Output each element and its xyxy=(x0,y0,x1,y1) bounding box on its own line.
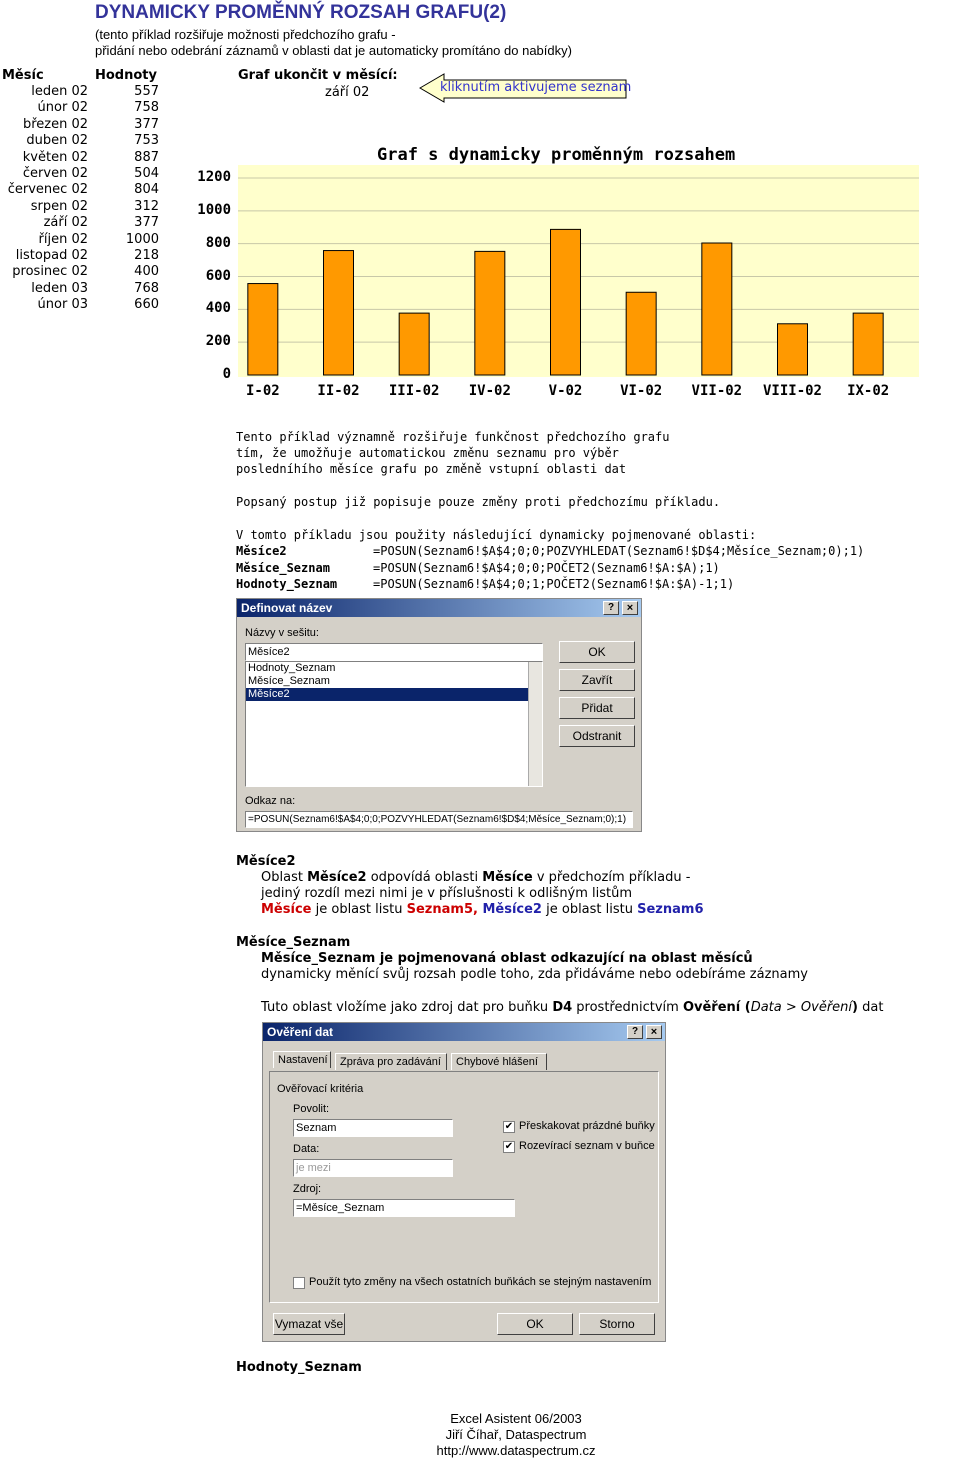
tab-settings[interactable]: Nastavení xyxy=(273,1051,331,1068)
text: Měsíce xyxy=(261,902,312,917)
end-month-label: Graf ukončit v měsící: xyxy=(238,68,398,83)
define-name-dialog xyxy=(236,598,642,832)
y-tick-label: 0 xyxy=(222,366,231,382)
data-validation-dialog xyxy=(262,1022,666,1342)
section-mesice2-line1 xyxy=(261,870,690,886)
table-cell-value: 377 xyxy=(134,215,159,231)
scrollbar[interactable] xyxy=(528,662,542,786)
reference-input[interactable]: =POSUN(Seznam6!$A$4;0;0;POZVYHLEDAT(Seznam6!$D$4;Měsíce_Seznam;0);1) xyxy=(245,811,633,828)
table-cell-value: 377 xyxy=(134,116,159,132)
y-tick-label: 1200 xyxy=(197,169,231,185)
bar-chart xyxy=(238,165,919,377)
table-cell-month: září 02 xyxy=(43,215,88,231)
table-cell-value: 312 xyxy=(134,198,159,214)
subtitle-line1: (tento příklad rozšiřuje možnosti předchozího grafu - xyxy=(95,27,396,42)
table-cell-value: 887 xyxy=(134,149,159,165)
list-item-selected[interactable]: Měsíce2 xyxy=(246,688,542,701)
bar xyxy=(702,243,732,375)
table-cell-value: 758 xyxy=(134,100,159,116)
skip-blanks-checkbox[interactable]: ✔ xyxy=(504,1121,514,1132)
close-icon[interactable]: × xyxy=(646,1025,662,1039)
footer-link[interactable]: http://www.dataspectrum.cz xyxy=(436,1443,596,1458)
dropdown-checkbox[interactable]: ✔ xyxy=(504,1141,514,1152)
table-cell-value: 1000 xyxy=(125,231,159,247)
table-cell-value: 218 xyxy=(134,248,159,263)
tab-error-alert[interactable]: Chybové hlášení xyxy=(451,1053,547,1070)
text: Měsíce xyxy=(482,870,533,885)
text: Měsíce2 xyxy=(307,870,367,885)
ok-button[interactable]: OK xyxy=(497,1313,573,1335)
table-cell-value: 753 xyxy=(134,133,159,149)
section-mesice-seznam-line3 xyxy=(261,1000,883,1016)
y-tick-label: 1000 xyxy=(197,201,231,218)
intro-line1: Tento příklad významně rozšiřuje funkčnost předchozího grafu xyxy=(236,430,670,444)
intro-paragraph3: V tomto příkladu jsou použity následující dynamicky pojmenované oblasti: xyxy=(236,528,757,542)
table-cell-month: březen 02 xyxy=(22,116,88,132)
reference-label: Odkaz na: xyxy=(245,795,296,807)
section-heading-hodnoty-seznam: Hodnoty_Seznam xyxy=(236,1360,362,1375)
text: Ověření ( xyxy=(682,1000,751,1015)
column-header-month: Měsíc xyxy=(2,68,44,83)
dialog-titlebar xyxy=(237,599,641,617)
table-cell-month: říjen 02 xyxy=(38,231,88,247)
text: Oblast xyxy=(261,870,308,885)
range-name: Hodnoty_Seznam xyxy=(236,577,338,591)
text: Tuto oblast vložíme jako zdroj dat pro buňku xyxy=(261,1000,553,1015)
data-select[interactable]: je mezi xyxy=(293,1159,453,1177)
x-tick-label: VII-02 xyxy=(691,383,743,399)
x-tick-label: I-02 xyxy=(245,383,280,399)
range-name: Měsíce2 xyxy=(236,544,287,558)
source-label: Zdroj: xyxy=(293,1183,322,1195)
table-cell-month: listopad 02 xyxy=(15,248,88,263)
close-button[interactable]: Zavřít xyxy=(559,669,635,691)
section-heading-mesice2: Měsíce2 xyxy=(236,854,296,869)
table-cell-month: červenec 02 xyxy=(7,182,88,198)
text: prostřednictvím xyxy=(572,1000,683,1015)
dialog-title: Definovat název xyxy=(241,601,333,615)
x-tick-label: IX-02 xyxy=(847,383,890,399)
callout-text: kliknutím aktivujeme seznam xyxy=(440,80,632,95)
y-tick-label: 600 xyxy=(205,267,231,284)
x-tick-label: V-02 xyxy=(548,383,583,399)
tab-input-message[interactable]: Zpráva pro zadávání xyxy=(335,1053,447,1070)
table-cell-month: únor 03 xyxy=(37,297,88,313)
table-cell-value: 557 xyxy=(134,84,159,99)
table-cell-month: prosinec 02 xyxy=(12,264,88,280)
y-tick-label: 800 xyxy=(205,234,231,251)
footer-line2: Jiří Číhař, Dataspectrum xyxy=(445,1427,587,1442)
text: > xyxy=(781,1000,801,1015)
table-cell-value: 660 xyxy=(134,297,159,313)
dropdown-label: Rozevírací seznam v buňce xyxy=(519,1140,655,1152)
intro-paragraph2: Popsaný postup již popisuje pouze změny proti předchozímu příkladu. xyxy=(236,495,721,509)
table-cell-value: 768 xyxy=(134,280,159,296)
dialog-titlebar xyxy=(263,1023,665,1041)
section-heading-mesice-seznam: Měsíce_Seznam xyxy=(236,935,351,950)
clear-all-button[interactable]: Vymazat vše xyxy=(273,1313,345,1335)
apply-all-label: Použít tyto změny na všech ostatních buňkách se stejným nastavením xyxy=(309,1276,652,1288)
criteria-group-label: Ověřovací kritéria xyxy=(277,1083,364,1095)
table-cell-month: srpen 02 xyxy=(30,198,88,214)
bar xyxy=(778,324,808,375)
table-cell-month: červen 02 xyxy=(22,166,88,181)
text: je oblast listu xyxy=(541,902,638,917)
text: Data xyxy=(750,1000,782,1015)
table-cell-month: leden 02 xyxy=(31,84,88,99)
range-formula: =POSUN(Seznam6!$A$4;0;0;POZVYHLEDAT(Seznam6!$D$4;Měsíce_Seznam;0);1) xyxy=(373,544,865,558)
range-name: Měsíce_Seznam xyxy=(236,560,330,575)
text: dat xyxy=(857,1000,884,1015)
list-item[interactable]: Měsíce_Seznam xyxy=(248,675,330,687)
add-button[interactable]: Přidat xyxy=(559,697,635,719)
x-tick-label: VI-02 xyxy=(620,383,663,399)
x-tick-label: VIII-02 xyxy=(762,383,822,399)
allow-select[interactable]: Seznam xyxy=(293,1119,453,1137)
names-list[interactable] xyxy=(245,661,543,787)
apply-all-checkbox[interactable] xyxy=(293,1277,305,1289)
bar xyxy=(399,313,429,375)
help-button[interactable]: ? xyxy=(627,1025,643,1039)
text: Ověření xyxy=(800,1000,853,1015)
x-tick-label: IV-02 xyxy=(468,383,511,399)
text: D4 xyxy=(552,1000,573,1015)
x-tick-label: III-02 xyxy=(388,383,440,399)
skip-blanks-label: Přeskakovat prázdné buňky xyxy=(519,1120,655,1132)
bar xyxy=(551,229,581,375)
table-cell-month: květen 02 xyxy=(22,149,88,165)
list-item[interactable]: Hodnoty_Seznam xyxy=(248,662,336,674)
text: odpovídá oblasti xyxy=(366,870,483,885)
dialog-title: Ověření dat xyxy=(267,1025,334,1039)
text: je oblast listu xyxy=(311,902,407,917)
bar xyxy=(475,251,505,375)
column-header-value: Hodnoty xyxy=(95,68,157,83)
table-cell-month: únor 02 xyxy=(37,100,88,116)
x-tick-label: II-02 xyxy=(317,383,360,399)
intro-line3: posledníhího měsíce grafu po změně vstupní oblasti dat xyxy=(236,462,627,476)
remove-button[interactable]: Odstranit xyxy=(559,725,635,747)
name-input[interactable]: Měsíce2 xyxy=(245,643,543,661)
text: Seznam6 xyxy=(637,902,704,917)
allow-label: Povolit: xyxy=(293,1103,330,1115)
data-label: Data: xyxy=(293,1143,320,1155)
end-month-select[interactable]: září 02 xyxy=(325,85,370,100)
footer-line1: Excel Asistent 06/2003 xyxy=(450,1411,582,1426)
y-tick-label: 200 xyxy=(205,333,231,350)
table-cell-month: leden 03 xyxy=(31,280,88,296)
range-formula: =POSUN(Seznam6!$A$4;0;1;POČET2(Seznam6!$A:$A)-1;1) xyxy=(373,577,735,591)
table-cell-value: 400 xyxy=(134,264,159,280)
table-cell-value: 504 xyxy=(134,166,159,181)
help-button[interactable]: ? xyxy=(603,601,619,615)
section-mesice-seznam-line1: Měsíce_Seznam je pojmenovaná oblast odkazující na oblast měsíců xyxy=(261,951,753,966)
subtitle-line2: přidání nebo odebrání záznamů v oblasti dat je automaticky promítáno do nabídky) xyxy=(95,43,572,58)
names-label: Názvy v sešitu: xyxy=(245,627,319,639)
section-mesice-seznam-line2: dynamicky měnící svůj rozsah podle toho, zda přidáváme nebo odebíráme záznamy xyxy=(261,967,808,982)
close-icon[interactable]: × xyxy=(622,601,638,615)
chart-title: Graf s dynamicky proměnným rozsahem xyxy=(377,145,736,165)
source-input[interactable]: =Měsíce_Seznam xyxy=(293,1199,515,1217)
page-title: DYNAMICKY PROMĚNNÝ ROZSAH GRAFU(2) xyxy=(95,2,507,23)
section-mesice2-line2: jediný rozdíl mezi nimi je v příslušnosti k odlišným listům xyxy=(261,886,633,901)
text: Měsíce2 xyxy=(477,902,542,917)
section-mesice2-line3 xyxy=(261,902,704,918)
cancel-button[interactable]: Storno xyxy=(579,1313,655,1335)
text: v předchozím příkladu - xyxy=(532,870,691,885)
intro-line2: tím, že umožňuje automatickou změnu seznamu pro výběr xyxy=(236,446,619,460)
bar xyxy=(626,292,656,375)
text: Seznam5, xyxy=(406,902,478,917)
table-cell-value: 804 xyxy=(134,182,159,198)
range-formula: =POSUN(Seznam6!$A$4;0;0;POČET2(Seznam6!$A:$A);1) xyxy=(373,560,720,575)
bar xyxy=(248,284,278,375)
bar xyxy=(324,251,354,375)
text: ) xyxy=(852,1000,858,1015)
y-tick-label: 400 xyxy=(205,300,231,317)
bar xyxy=(853,313,883,375)
table-cell-month: duben 02 xyxy=(26,133,88,149)
ok-button[interactable]: OK xyxy=(559,641,635,663)
